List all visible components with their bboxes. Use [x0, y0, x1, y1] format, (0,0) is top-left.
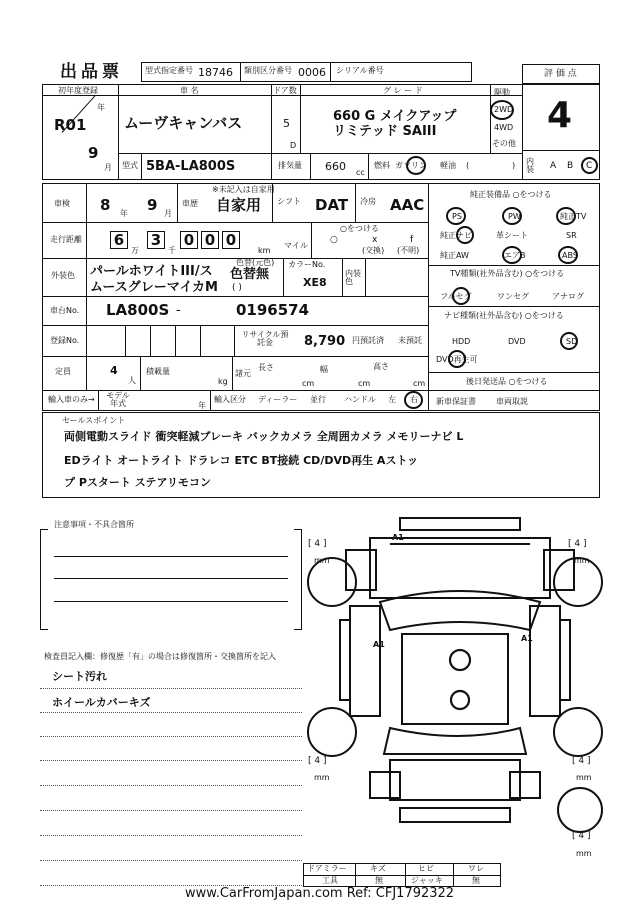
- tire-depth-fl: [ 4 ]: [308, 539, 327, 549]
- mileage-digit: 3: [147, 231, 165, 249]
- history-value: 自家用: [216, 196, 262, 214]
- color-no-value: XE8: [303, 276, 327, 289]
- sales-points-label: セールスポイント: [62, 416, 126, 425]
- sales-point-line: プ Pスタート ステアリモコン: [64, 476, 212, 489]
- ac-value: AAC: [390, 196, 425, 214]
- handle-right-circle: [404, 391, 423, 409]
- tire-depth-rl: [ 4 ]: [308, 756, 327, 766]
- vehicle-name-label: 車 名: [180, 86, 199, 95]
- sales-point-line: 両側電動スライド 衝突軽減ブレーキ バックカメラ 全周囲カメラ メモリーナビ L: [64, 430, 464, 443]
- drive-label: 駆動: [494, 88, 510, 97]
- capacity-label: 定員: [55, 367, 71, 376]
- fuel-label: 燃料: [374, 161, 390, 170]
- tv-title: TV種類(社外品含む) ○をつける: [450, 269, 565, 278]
- drive-other: その他: [492, 139, 516, 148]
- score-value: 4: [547, 95, 573, 136]
- sheet-title: 出品票: [60, 62, 123, 82]
- serial-label: シリアル番号: [336, 66, 384, 75]
- damage-mark-left: A1: [373, 640, 385, 649]
- class-label: 類別区分番号: [244, 66, 292, 75]
- doors-value: 5: [283, 117, 290, 130]
- dvd-line: DVD再生可: [436, 355, 478, 364]
- grade-label: グ レ ー ド: [383, 86, 423, 95]
- interior-label: 内装: [526, 157, 534, 174]
- ac-label: 冷房: [360, 197, 376, 206]
- footer-reference: www.CarFromJapan.com Ref: CFJ1792322: [185, 886, 455, 901]
- after-title: 後日発送品 ○をつける: [466, 377, 548, 386]
- capacity-value: 4: [110, 364, 118, 377]
- drive-2wd-circle: [490, 100, 514, 120]
- damage-mark-right: A1: [521, 634, 533, 643]
- vehicle-name: ムーヴキャンバス: [124, 114, 243, 132]
- inspector-label: 検査員記入欄：修復歴「有」の場合は修復箇所・交換箇所を記入: [44, 652, 276, 661]
- drive-2wd: 2WD: [494, 105, 514, 114]
- class-no: 0006: [298, 66, 326, 79]
- inspection-year: 8: [100, 196, 111, 214]
- import-label: 輸入車のみ→: [48, 395, 95, 404]
- inspector-note: シート汚れ: [52, 670, 107, 683]
- first-reg-month: 9: [88, 144, 99, 162]
- model-value: 5BA-LA800S: [146, 159, 236, 174]
- color-line-2: ムースグレーマイカM: [90, 280, 218, 295]
- tire-depth-fr: [ 4 ]: [568, 539, 587, 549]
- tire-depth-spare: [ 4 ]: [572, 831, 591, 841]
- drive-4wd: 4WD: [494, 123, 514, 132]
- mileage-digit: 0: [201, 231, 219, 249]
- caution-label: 注意事項・不具合箇所: [54, 520, 134, 529]
- color-line-1: パールホワイトIII/ス: [90, 264, 213, 279]
- model-cert-no: 18746: [198, 66, 233, 79]
- inspection-label: 車検: [54, 199, 70, 208]
- displacement-label: 排気量: [278, 161, 302, 170]
- navi-title: ナビ種類(社外品含む) ○をつける: [444, 311, 564, 320]
- fuel-light-oil: 軽油: [440, 161, 456, 170]
- inspector-note: ホイールカバーキズ: [52, 696, 151, 709]
- model-label: 型式: [122, 161, 138, 170]
- first-reg-label: 初年度登録: [58, 86, 98, 95]
- chassis-label: 車台No.: [50, 306, 80, 315]
- fuel-gasoline-circle: [406, 156, 426, 175]
- caution-box: [40, 529, 302, 629]
- interior-c-circle: [581, 157, 598, 174]
- mileage-digit: 6: [110, 231, 128, 249]
- mileage-label: 走行距離: [50, 235, 82, 244]
- history-label: 車歴: [182, 199, 198, 208]
- inspection-month: 9: [147, 196, 158, 214]
- car-diagram: [300, 510, 610, 860]
- grade-line-1: 660 G メイクアップ: [333, 109, 457, 124]
- fuel-gasoline: ガソリン: [395, 161, 427, 170]
- first-reg-year: R01: [54, 116, 87, 134]
- model-cert-label: 型式指定番号: [145, 66, 193, 75]
- sales-point-line: EDライト オートライト ドラレコ ETC BT接続 CD/DVD再生 Aストッ: [64, 454, 419, 467]
- chassis-model: LA800S: [106, 301, 170, 319]
- repaint-value: 色替無: [230, 267, 270, 282]
- displacement-value: 660: [325, 160, 346, 173]
- equipment-title: 純正装備品 ○をつける: [470, 190, 552, 199]
- doors-label: ドア数: [273, 86, 297, 95]
- shift-label: シフト: [277, 197, 301, 206]
- tire-depth-rr: [ 4 ]: [572, 756, 591, 766]
- recycle-amount: 8,790: [304, 334, 346, 349]
- grade-line-2: リミテッド SAIII: [333, 124, 437, 139]
- chassis-no: 0196574: [236, 301, 310, 319]
- reg-no-label: 登録No.: [50, 336, 80, 345]
- mileage-digit: 0: [180, 231, 198, 249]
- score-label: 評 価 点: [544, 69, 577, 79]
- color-label: 外装色: [51, 271, 75, 280]
- mileage-digit: 0: [222, 231, 240, 249]
- meter-label: マイル: [284, 241, 308, 250]
- shift-value: DAT: [315, 196, 349, 214]
- damage-mark-front: A1: [392, 533, 404, 542]
